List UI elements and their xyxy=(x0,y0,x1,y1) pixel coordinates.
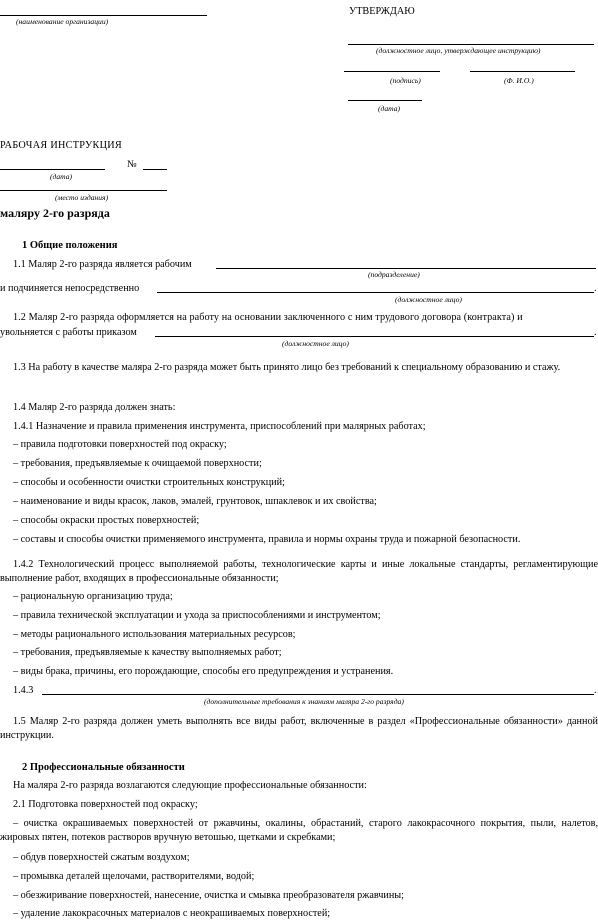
list-item: – рациональную организацию труда; xyxy=(13,591,173,602)
extra-knowledge-caption: (дополнительные требования к знаниям маляра 2-го разряда) xyxy=(204,697,404,706)
section-2-heading: 2 Профессиональные обязанности xyxy=(22,762,185,773)
subdivision-caption: (подразделение) xyxy=(368,270,420,279)
list-item: – промывка деталей щелочами, растворителями, водой; xyxy=(13,871,255,882)
section-1-heading: 1 Общие положения xyxy=(22,240,118,251)
extra-knowledge-line xyxy=(42,694,594,695)
para-2-1: 2.1 Подготовка поверхностей под окраску; xyxy=(13,799,198,810)
dismissal-line xyxy=(155,336,594,337)
para-1-4-2: 1.4.2 Технологический процесс выполняемой работы, технологические карты и иные локальные стандарты, регламентирующие выполнение работ, входящих в профессиональные обязанности; xyxy=(0,559,598,584)
list-item: – обдув поверхностей сжатым воздухом; xyxy=(13,852,190,863)
org-name-line xyxy=(0,15,207,16)
approver-name-line xyxy=(470,71,575,72)
document-title: РАБОЧАЯ ИНСТРУКЦИЯ xyxy=(0,140,122,151)
doc-number-line xyxy=(143,169,167,170)
list-item: – составы и способы очистки применяемого инструмента, правила и нормы охраны труда и пожарной безопасности. xyxy=(13,534,521,545)
para-1-3: 1.3 На работу в качестве маляра 2-го разряда может быть принято лицо без требований к специальному образованию и стажу. xyxy=(13,362,561,373)
list-item: – правила подготовки поверхностей под окраску; xyxy=(13,439,227,450)
supervisor-caption: (должностное лицо) xyxy=(395,295,462,304)
list-item: – очистка окрашиваемых поверхностей от ржавчины, окалины, обрастаний, старого лакокрасочного покрытия, пыли, налетов, жировых пятен, потеков растворов вручную ветошью, щетками и скребками; xyxy=(0,818,598,843)
list-item: – требования, предъявляемые к очищаемой поверхности; xyxy=(13,458,262,469)
supervisor-line xyxy=(157,292,594,293)
approve-date-caption: (дата) xyxy=(378,104,401,113)
approver-position-line xyxy=(348,44,594,45)
org-name-caption: (наименование организации) xyxy=(16,17,109,26)
list-item: – наименование и виды красок, лаков, эмалей, грунтовок, шпаклевок и их свойства; xyxy=(13,496,377,507)
signature-line xyxy=(344,71,440,72)
supervisor-dot: . xyxy=(594,283,597,294)
list-item: – способы окраски простых поверхностей; xyxy=(13,515,200,526)
subdivision-line xyxy=(216,268,596,269)
approve-date-line xyxy=(348,100,422,101)
document-subject: маляру 2-го разряда xyxy=(0,206,110,220)
doc-place-caption: (место издания) xyxy=(55,193,109,202)
para-1-4: 1.4 Маляр 2-го разряда должен знать: xyxy=(13,402,176,413)
extra-knowledge-dot: . xyxy=(594,685,597,696)
para-1-4-3: 1.4.3 xyxy=(13,685,34,696)
doc-place-line xyxy=(0,190,167,191)
dismissal-caption: (должностное лицо) xyxy=(282,339,349,348)
approver-name-caption: (Ф. И.О.) xyxy=(504,76,534,85)
list-item: – обезжиривание поверхностей, нанесение, очистка и смывка преобразователя ржавчины; xyxy=(13,890,404,901)
list-item: – методы рационального использования материальных ресурсов; xyxy=(13,629,296,640)
list-item: – удаление лакокрасочных материалов с неокрашиваемых поверхностей; xyxy=(13,908,331,919)
approve-heading: УТВЕРЖДАЮ xyxy=(349,6,415,17)
list-item: – виды брака, причины, его порождающие, способы его предупреждения и устранения. xyxy=(13,666,394,677)
signature-caption: (подпись) xyxy=(390,76,421,85)
doc-date-caption: (дата) xyxy=(50,172,73,181)
para-1-5: 1.5 Маляр 2-го разряда должен уметь выполнять все виды работ, включенные в раздел «Профессиональные обязанности» данной инструкции. xyxy=(0,716,598,741)
approver-position-caption: (должностное лицо, утверждающее инструкцию) xyxy=(376,46,541,55)
para-1-1-cont: и подчиняется непосредственно xyxy=(0,283,140,294)
list-item: – способы и особенности очистки строительных конструкций; xyxy=(13,477,285,488)
section-2-intro: На маляра 2-го разряда возлагаются следующие профессиональные обязанности: xyxy=(13,780,367,791)
doc-number-label: № xyxy=(127,159,137,170)
doc-date-line xyxy=(0,169,105,170)
dismissal-dot: . xyxy=(594,327,597,338)
para-1-2: 1.2 Маляр 2-го разряда оформляется на работу на основании заключенного с ним трудового договора (контракта) и xyxy=(13,312,523,323)
para-1-2-cont: увольняется с работы приказом xyxy=(0,327,137,338)
list-item: – правила технической эксплуатации и ухода за приспособлениями и инструментом; xyxy=(13,610,381,621)
para-1-4-1: 1.4.1 Назначение и правила применения инструмента, приспособлений при малярных работах; xyxy=(13,421,426,432)
list-item: – требования, предъявляемые к качеству выполняемых работ; xyxy=(13,647,282,658)
para-1-1: 1.1 Маляр 2-го разряда является рабочим xyxy=(13,259,192,270)
